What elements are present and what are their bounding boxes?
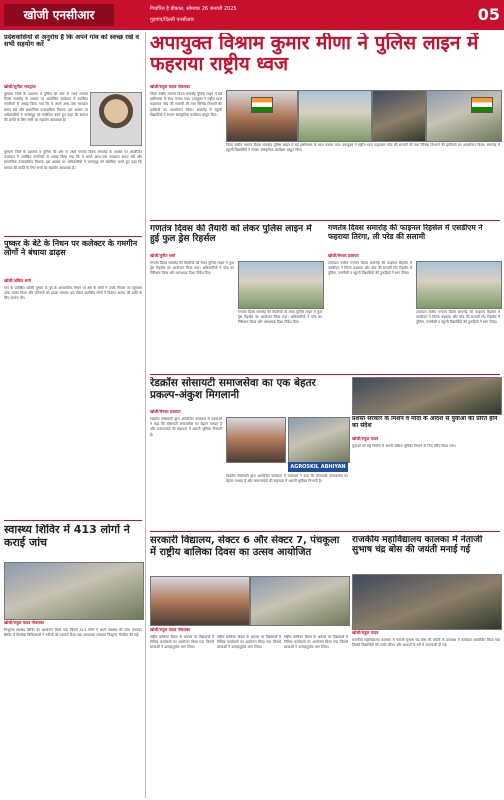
youth-event-photo	[352, 377, 502, 415]
rehearsal-dateline: खोजी/पुनीत शर्मा	[150, 253, 176, 258]
redcross-photo-1	[226, 417, 286, 463]
college-body: राजकीय महाविद्यालय कालका में नेताजी सुभाष चंद्र बोस की जयंती के उपलक्ष्य में कार्यक्रम आयोजित किया गया जिसमें विद्यार्थियों को उनके जीवन और आदर्शों के बारे में जानकारी दी गई।	[352, 638, 500, 648]
redcross-photo-2	[288, 417, 350, 463]
dignitaries-photo	[372, 90, 426, 142]
salute-photo	[426, 90, 502, 142]
date-line: गिर्धारित है प्रीकाल, सोमवार 26 जनवरी 2025	[150, 6, 237, 12]
parade-photo	[298, 90, 372, 142]
sdm-flag-body-cont: उपमंडल स्तरीय गणतंत्र दिवस समारोह की फाइनल रिहर्सल में एसडीएम ने तिरंगा फहराया और परेड की सलामी ली। रिहर्सल में पुलिस, एनसीसी व स्कूली विद्यार्थियों की टुकड़ियों ने भाग लिया।	[416, 310, 500, 325]
agroskil-banner: AGROSKIL ABHIYAN	[288, 462, 348, 472]
divider	[150, 374, 500, 375]
rehearsal-body-cont: गणतंत्र दिवस समारोह की तैयारियों को लेकर पुलिस लाइन में फुल ड्रेस रिहर्सल का आयोजन किया गया। अधिकारियों ने परेड का निरीक्षण किया और आवश्यक दिशा-निर्देश दिए।	[238, 310, 322, 325]
lead-body-cont: गुरुग्राम जिले के प्रशासन व पुलिस की ओर से 76वें गणतंत्र दिवस समारोह के अवसर पर आयोजित कार्यक्रम में उपस्थित नागरिकों से आग्रह किया गया कि वे अपने आस-पास स्वच्छता बनाए रखें और सामाजिक उत्तरदायित्व निभाएं। इस अवसर पर अधिकारियों ने जनसमूह को संबोधित करते हुए कहा कि समाज की प्रगति के लिए सभी का सहयोग आवश्यक है।	[4, 150, 142, 170]
divider	[150, 220, 500, 221]
redcross-headline: रेडक्रॉस सोसायटी समाजसेवा का एक बेहतर प्रकल्प-अंकुश मिगलानी	[150, 377, 316, 402]
redcross-dateline: खोजी/मेनका प्रजापत	[150, 409, 181, 414]
sdm-parade-photo	[416, 261, 502, 309]
school-event-body-col3: राष्ट्रीय बालिका दिवस के अवसर पर विद्यालयों में विभिन्न कार्यक्रमों का आयोजन किया गया जिसमें छात्राओं ने उत्साहपूर्वक भाग लिया।	[284, 635, 348, 650]
newspaper-name: खोजी एनसीआर	[4, 4, 114, 26]
redcross-body-cont: रेडक्रॉस सोसायटी द्वारा आयोजित कार्यक्रम में वक्ताओं ने कहा कि सोसायटी समाजसेवा का बेहतर माध्यम है और जरूरतमंदों की सहायता में अग्रणी भूमिका निभाती है।	[226, 474, 348, 484]
college-photo	[352, 574, 502, 630]
divider	[4, 236, 142, 237]
sdm-flag-body: उपमंडल स्तरीय गणतंत्र दिवस समारोह की फाइनल रिहर्सल में एसडीएम ने तिरंगा फहराया और परेड की सलामी ली। रिहर्सल में पुलिस, एनसीसी व स्कूली विद्यार्थियों की टुकड़ियों ने भाग लिया।	[328, 261, 412, 276]
lead-dateline: खोजी/सुनील भारद्वाज	[4, 84, 36, 89]
youth-body: युवाओं को राष्ट्र निर्माण में अपनी सक्रिय भूमिका निभाने के लिए प्रेरित किया गया।	[352, 444, 456, 448]
college-headline: राजकीय महाविद्यालय कालका में नेताजी सुभाष चंद्र बोस की जयंती मनाई गई	[352, 535, 483, 556]
obituary-dateline: खोजी/अंकित शर्मा	[4, 278, 31, 283]
health-camp-headline: स्वास्थ्य शिविर में 413 लोगों ने कराई जांच	[4, 524, 130, 549]
rehearsal-headline: गणतंत्र दिवस की तैयारी को लेकर पुलिस लाइन में हुई फुल ड्रेस रिहर्सल	[150, 224, 312, 245]
school-event-dateline: खोजी/राहुल यादव गोवलका	[150, 627, 191, 632]
top-story-body-cont: जिला स्तरीय गणतंत्र दिवस समारोह पुलिस लाइन में बड़े हर्षोल्लास के साथ मनाया गया। उपायुक्त ने राष्ट्रीय ध्वज फहराकर परेड की सलामी ली तथा विभिन्न विभागों की झांकियों का अवलोकन किया। समारोह में स्कूली विद्यार्थियों ने रंगारंग सांस्कृतिक कार्यक्रम प्रस्तुत किए।	[226, 143, 500, 153]
youth-dateline: खोजी/राहुल यादव	[352, 436, 379, 441]
youth-headline: प्रशंसा सरकार के मिशन व मोदी के आदर्श से युवाओं को प्रेरित होने का संदेश	[352, 416, 498, 429]
top-story-headline: अपायुक्त विश्राम कुमार मीणा ने पुलिस लाइन में फहराया राष्ट्रीय ध्वज	[150, 33, 479, 75]
official-portrait	[90, 92, 142, 146]
college-dateline: खोजी/राहुल यादव	[352, 630, 379, 635]
top-story-dateline: खोजी/राहुल यादव गोवलका	[150, 84, 191, 89]
sub-line: गुड़गांव/दिल्ली एनसीआर	[150, 17, 194, 23]
school-event-body: राष्ट्रीय बालिका दिवस के अवसर पर विद्यालयों में विभिन्न कार्यक्रमों का आयोजन किया गया जिसमें छात्राओं ने उत्साहपूर्वक भाग लिया।	[150, 635, 214, 650]
rehearsal-photo	[238, 261, 324, 309]
obituary-body: गांव के प्रतिष्ठित व्यक्ति पुष्कर के पुत्र के असामयिक निधन पर क्षेत्र के लोगों ने उनके निवास पर पहुंचकर शोक व्यक्त किया और परिजनों को ढाढ़स बंधाया। इस दौरान उपस्थित लोगों ने दिवंगत आत्मा की शांति के लिए प्रार्थना की।	[4, 286, 142, 301]
school-event-headline: सरकारी विद्यालय, सेक्टर 6 और सेक्टर 7, पंचकूला में राष्ट्रीय बालिका दिवस का उत्सव आयोजित	[150, 535, 340, 558]
page-number: 05	[477, 5, 500, 24]
top-story-body: जिला स्तरीय गणतंत्र दिवस समारोह पुलिस लाइन में बड़े हर्षोल्लास के साथ मनाया गया। उपायुक्त ने राष्ट्रीय ध्वज फहराकर परेड की सलामी ली तथा विभिन्न विभागों की झांकियों का अवलोकन किया। समारोह में स्कूली विद्यार्थियों ने रंगारंग सांस्कृतिक कार्यक्रम प्रस्तुत किए।	[150, 92, 222, 117]
school-photo-1	[150, 576, 250, 626]
sdm-flag-dateline: खोजी/मेनका प्रजापत	[328, 253, 359, 258]
divider	[150, 531, 500, 532]
rehearsal-body: गणतंत्र दिवस समारोह की तैयारियों को लेकर पुलिस लाइन में फुल ड्रेस रिहर्सल का आयोजन किया गया। अधिकारियों ने परेड का निरीक्षण किया और आवश्यक दिशा-निर्देश दिए।	[150, 261, 234, 276]
health-camp-dateline: खोजी/राहुल यादव गोवलका	[4, 620, 45, 625]
health-camp-photo	[4, 562, 144, 620]
lead-body: गुरुग्राम जिले के प्रशासन व पुलिस की ओर से 76वें गणतंत्र दिवस समारोह के अवसर पर आयोजित कार्यक्रम में उपस्थित नागरिकों से आग्रह किया गया कि वे अपने आस-पास स्वच्छता बनाए रखें और सामाजिक उत्तरदायित्व निभाएं। इस अवसर पर अधिकारियों ने जनसमूह को संबोधित करते हुए कहा कि समाज की प्रगति के लिए सभी का सहयोग आवश्यक है।	[4, 92, 88, 123]
sdm-flag-headline: गणतंत्र दिवस समारोह की फाइनल रिहर्सल में एसडीएम ने फहराया तिरंगा, ली परेड की सलामी	[328, 224, 483, 241]
obituary-headline: पुष्कर के बेटे के निधन पर कलेक्टर के गमगीन लोगों ने बंधाया ढाढ़स	[4, 239, 138, 258]
school-photo-2	[250, 576, 350, 626]
flag-ceremony-photo	[226, 90, 298, 142]
redcross-body: रेडक्रॉस सोसायटी द्वारा आयोजित कार्यक्रम में वक्ताओं ने कहा कि सोसायटी समाजसेवा का बेहतर माध्यम है और जरूरतमंदों की सहायता में अग्रणी भूमिका निभाती है।	[150, 417, 222, 437]
divider	[4, 520, 142, 521]
lead-headline: प्रदेशवासियों से अनुरोध है कि अपने गांव को स्वच्छ रखें व सभी सहयोग करें	[4, 34, 140, 49]
school-event-body-col2: राष्ट्रीय बालिका दिवस के अवसर पर विद्यालयों में विभिन्न कार्यक्रमों का आयोजन किया गया जिसमें छात्राओं ने उत्साहपूर्वक भाग लिया।	[217, 635, 281, 650]
column-divider	[145, 32, 146, 798]
health-camp-body: निःशुल्क स्वास्थ्य शिविर का आयोजन किया गया जिसमें 413 लोगों ने अपने स्वास्थ्य की जांच करवाई। शिविर में विशेषज्ञ चिकित्सकों ने मरीजों को परामर्श दिया तथा आवश्यक दवाइयां निःशुल्क वितरित की गई।	[4, 628, 142, 638]
